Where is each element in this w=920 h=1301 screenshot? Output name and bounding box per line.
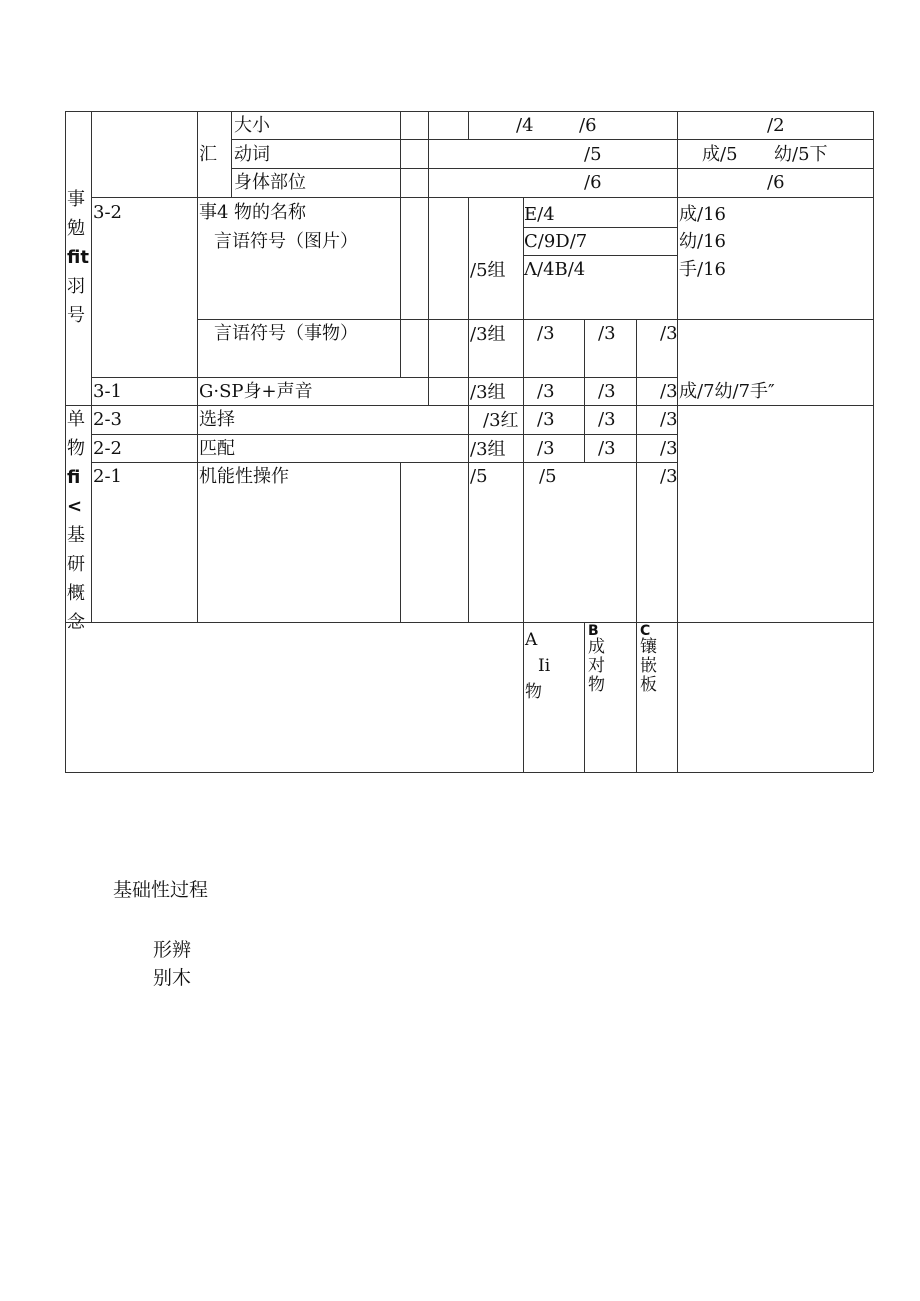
r22-b: /3 xyxy=(598,438,616,459)
code-2-1: 2-1 xyxy=(93,466,122,487)
r32-right-2: 幼/16 xyxy=(679,231,726,252)
code-3-2: 3-2 xyxy=(93,202,122,223)
vocab-size-c1: /4 xyxy=(516,115,534,136)
vocab-verb-c3a: 成/5 xyxy=(702,144,738,165)
r32b-c: /3 xyxy=(660,323,678,344)
r32-right-1: 成/16 xyxy=(679,204,726,225)
r21-c: /3 xyxy=(660,466,678,487)
r31-c: /3 xyxy=(660,381,678,402)
r22-a: /3 xyxy=(537,438,555,459)
vocab-body-c1: /6 xyxy=(584,172,602,193)
code-2-2: 2-2 xyxy=(93,438,122,459)
r32b-item: 言语符号（事物） xyxy=(214,323,358,344)
vocab-body-c3: /6 xyxy=(767,172,785,193)
vocab-verb-c1: /5 xyxy=(584,144,602,165)
r31-a: /3 xyxy=(537,381,555,402)
code-2-3: 2-3 xyxy=(93,409,122,430)
footer-col-a: A Ii 物 xyxy=(525,630,551,702)
r32-sub-1: E/4 xyxy=(524,204,555,225)
r32-sub-2: C/9D/7 xyxy=(524,231,588,252)
vocab-size-c3: /2 xyxy=(767,115,785,136)
r23-a: /3 xyxy=(537,409,555,430)
r31-item: G·SP身+声音 xyxy=(199,381,313,402)
vocab-item-verb: 动词 xyxy=(234,144,270,165)
r21-group: /5 xyxy=(470,466,488,487)
r22-item: 匹配 xyxy=(199,438,235,459)
notes-line-1: 形辨 xyxy=(153,939,192,961)
r32-group: /5组 xyxy=(470,260,506,281)
group-a-label: 事 勉 fit 羽 号 xyxy=(67,189,89,326)
r23-item: 选择 xyxy=(199,409,235,430)
vocab-verb-c3b: 幼/5下 xyxy=(774,144,828,165)
r31-group: /3组 xyxy=(470,382,506,403)
vocab-item-body-parts: 身体部位 xyxy=(234,172,306,193)
r23-c: /3 xyxy=(660,409,678,430)
r22-c: /3 xyxy=(660,438,678,459)
vocab-item-size: 大小 xyxy=(234,115,270,136)
group-b-label: 单 物 fi < 基 研 概 念 xyxy=(67,409,85,633)
r32-item-names: 物的名称 xyxy=(234,202,306,223)
r31-b: /3 xyxy=(598,381,616,402)
notes-heading: 基础性过程 xyxy=(113,879,209,901)
footer-col-c: C 镶 嵌 板 xyxy=(640,623,657,695)
r32-prefix: 事4 xyxy=(199,202,229,223)
notes-line-2: 别木 xyxy=(153,967,192,989)
r32-right-3: 手/16 xyxy=(679,259,726,280)
r22-group: /3组 xyxy=(470,439,506,460)
r23-b: /3 xyxy=(598,409,616,430)
r31-right: 成/7幼/7手″ xyxy=(679,381,775,402)
footer-col-b: B 成 对 物 xyxy=(588,623,605,695)
r21-a: /5 xyxy=(539,466,557,487)
r32b-group: /3组 xyxy=(470,324,506,345)
vocab-size-c2: /6 xyxy=(579,115,597,136)
code-3-1: 3-1 xyxy=(93,381,122,402)
r21-item: 机能性操作 xyxy=(199,466,289,487)
r23-group: /3红 xyxy=(483,410,519,431)
r32b-b: /3 xyxy=(598,323,616,344)
r32-sub-3: Λ/4B/4 xyxy=(524,259,586,280)
vocab-label: 汇 xyxy=(199,144,217,165)
r32-item-symbol-picture: 言语符号（图片） xyxy=(214,231,358,252)
r32b-a: /3 xyxy=(537,323,555,344)
